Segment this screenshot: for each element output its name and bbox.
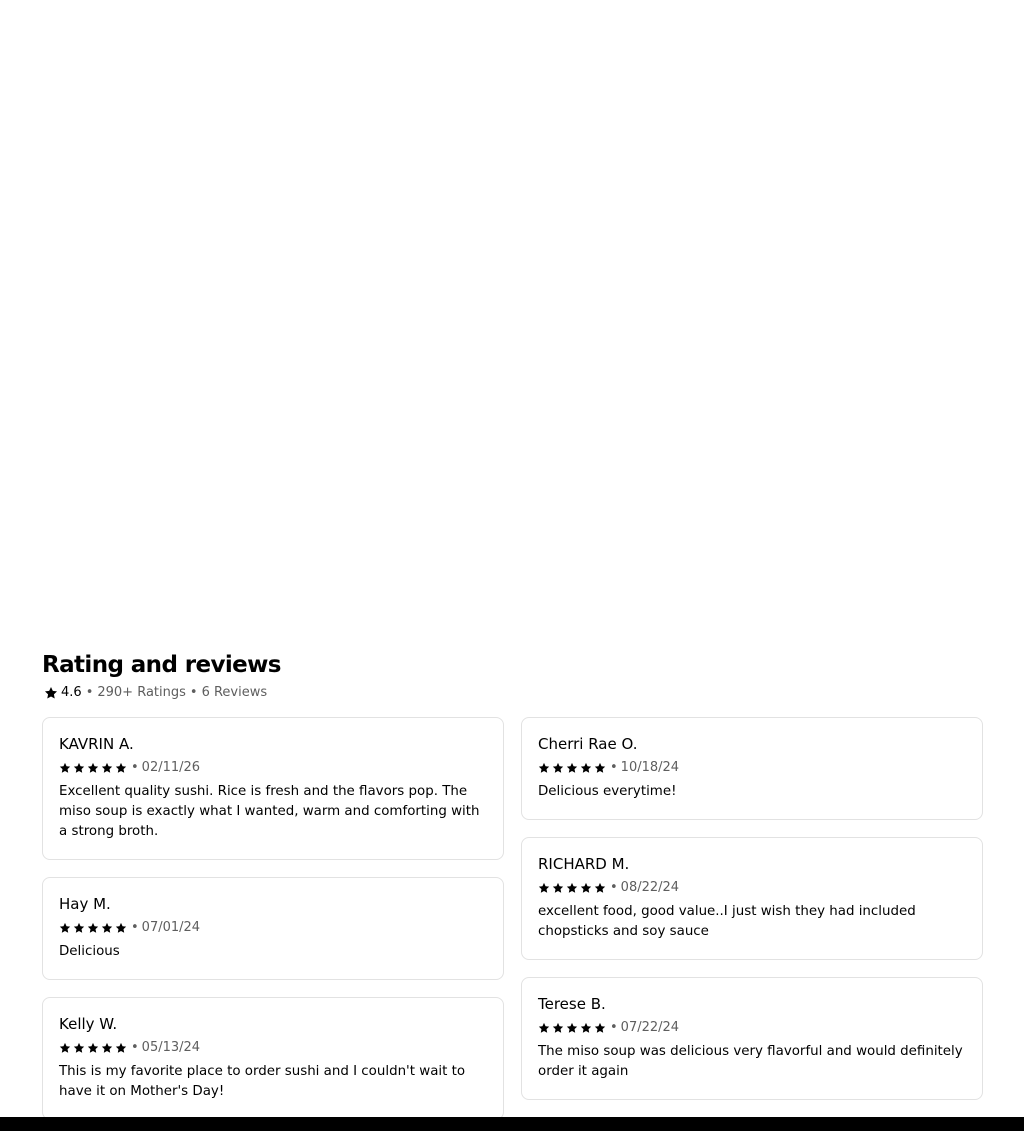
reviewer-name: Terese B. — [538, 995, 606, 1013]
star-icon — [594, 1022, 606, 1034]
star-icon — [115, 1042, 127, 1054]
reviews-count: 6 Reviews — [201, 685, 268, 700]
separator-dot: • — [131, 760, 139, 775]
review-text: excellent food, good value..I just wish they had included chopsticks and soy sauce — [538, 904, 916, 939]
reviews-column-left — [42, 717, 504, 1120]
separator-dot: • — [131, 920, 139, 935]
review-meta — [538, 878, 966, 898]
review-meta — [59, 758, 487, 778]
star-icon — [59, 922, 71, 934]
separator-dot: • — [85, 685, 94, 700]
star-icon — [566, 882, 578, 894]
review-text: Excellent quality sushi. Rice is fresh and the flavors pop. The miso soup is exactly what I wanted, warm and comforting with a strong broth. — [59, 784, 480, 839]
star-icon — [101, 762, 113, 774]
star-icon — [59, 1042, 71, 1054]
separator-dot: • — [131, 1040, 139, 1055]
review-text: Delicious — [59, 944, 120, 959]
review-text: The miso soup was delicious very flavorful and would definitely order it again — [538, 1044, 963, 1079]
star-icon — [538, 882, 550, 894]
review-date: 05/13/24 — [141, 1040, 201, 1055]
star-icon — [594, 882, 606, 894]
star-icon — [538, 762, 550, 774]
section-title: Rating and reviews — [42, 652, 281, 678]
star-icon — [580, 1022, 592, 1034]
average-rating: 4.6 — [61, 685, 82, 700]
star-rating — [59, 922, 127, 934]
star-icon — [73, 922, 85, 934]
review-date: 02/11/26 — [141, 760, 201, 775]
review-meta — [538, 758, 966, 778]
reviews-grid — [42, 717, 984, 1120]
star-icon — [101, 922, 113, 934]
star-rating — [538, 762, 606, 774]
star-icon — [115, 762, 127, 774]
rating-summary — [42, 684, 984, 702]
star-icon — [73, 1042, 85, 1054]
reviewer-name: Kelly W. — [59, 1015, 118, 1033]
review-card — [42, 997, 504, 1120]
star-icon — [87, 762, 99, 774]
review-card — [521, 717, 983, 820]
star-rating — [59, 1042, 127, 1054]
review-date: 07/22/24 — [620, 1020, 680, 1035]
reviewer-name: Cherri Rae O. — [538, 735, 638, 753]
star-icon — [580, 882, 592, 894]
star-icon — [87, 922, 99, 934]
star-icon — [552, 882, 564, 894]
star-icon — [87, 1042, 99, 1054]
star-icon — [594, 762, 606, 774]
ratings-count: 290+ Ratings — [97, 685, 186, 700]
star-icon — [566, 762, 578, 774]
separator-dot: • — [610, 1020, 618, 1035]
star-icon — [552, 762, 564, 774]
review-date: 07/01/24 — [141, 920, 201, 935]
review-text: Delicious everytime! — [538, 784, 677, 799]
star-icon — [580, 762, 592, 774]
star-icon — [59, 762, 71, 774]
review-card — [521, 977, 983, 1100]
review-date: 08/22/24 — [620, 880, 680, 895]
ratings-reviews-section — [42, 650, 984, 1099]
star-icon — [101, 1042, 113, 1054]
star-rating — [59, 762, 127, 774]
review-date: 10/18/24 — [620, 760, 680, 775]
star-icon — [44, 686, 58, 700]
review-meta — [59, 1038, 487, 1058]
separator-dot: • — [610, 760, 618, 775]
separator-dot: • — [610, 880, 618, 895]
star-icon — [538, 1022, 550, 1034]
review-card — [521, 837, 983, 960]
bottom-bar — [0, 1117, 1024, 1131]
reviewer-name: RICHARD M. — [538, 855, 630, 873]
reviewer-name: Hay M. — [59, 895, 111, 913]
star-icon — [73, 762, 85, 774]
star-icon — [115, 922, 127, 934]
star-rating — [538, 1022, 606, 1034]
review-card — [42, 717, 504, 860]
star-rating — [538, 882, 606, 894]
separator-dot: • — [189, 685, 198, 700]
reviews-column-right — [521, 717, 983, 1120]
review-meta — [538, 1018, 966, 1038]
review-text: This is my favorite place to order sushi and I couldn't wait to have it on Mother's Day! — [59, 1064, 466, 1099]
star-icon — [552, 1022, 564, 1034]
review-meta — [59, 918, 487, 938]
reviewer-name: KAVRIN A. — [59, 735, 134, 753]
review-card — [42, 877, 504, 980]
star-icon — [566, 1022, 578, 1034]
